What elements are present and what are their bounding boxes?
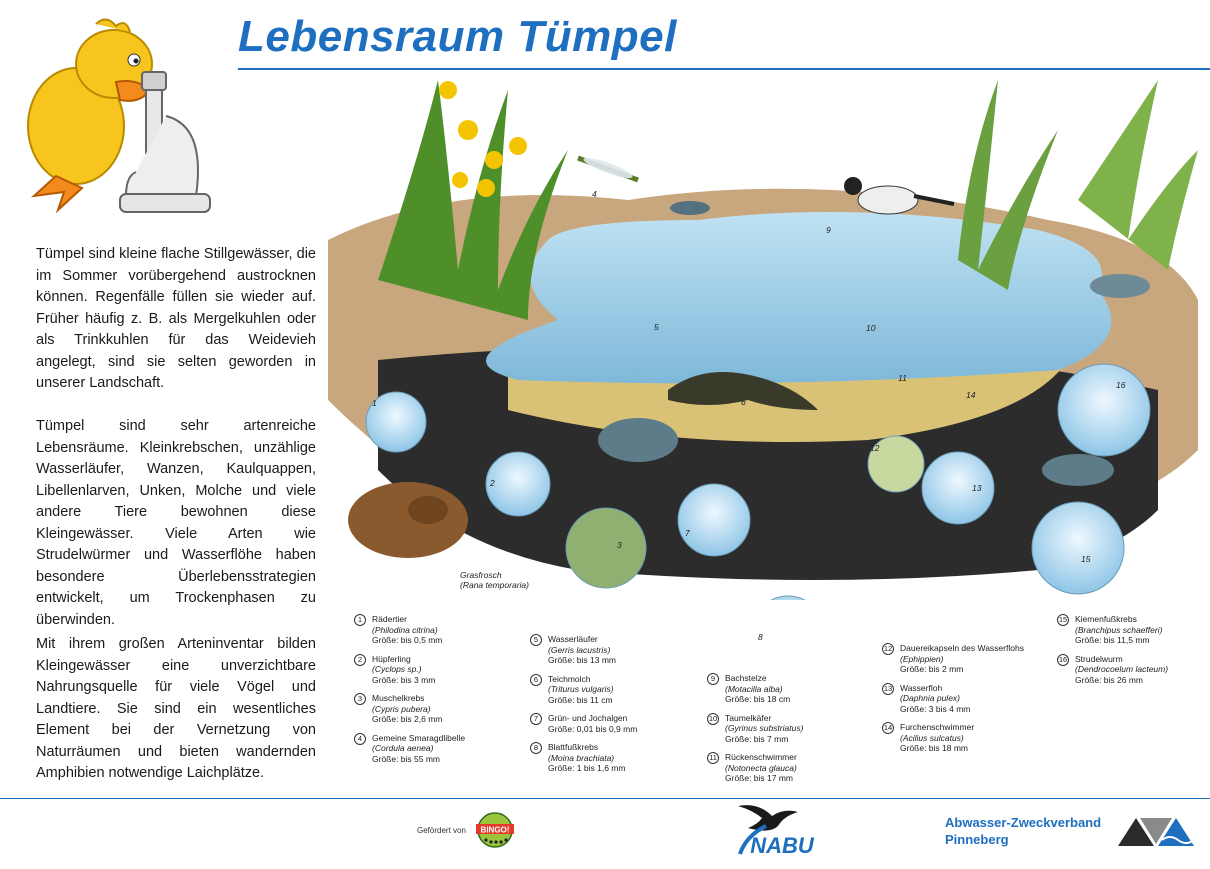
nabu-logo bbox=[728, 800, 820, 860]
scene-number-16: 16 bbox=[1116, 380, 1126, 390]
scene-number-7: 7 bbox=[685, 528, 690, 538]
frog-label bbox=[460, 570, 529, 590]
scene-number-15: 15 bbox=[1081, 554, 1091, 564]
azv-name bbox=[945, 814, 1101, 848]
legend-item-10: 10 Taumelkäfer (Gyrinus substriatus) Größe: bis 7 mm bbox=[708, 712, 804, 744]
legend-column-4 bbox=[882, 643, 1057, 754]
azv-logo bbox=[1116, 814, 1194, 848]
scene-number-13: 13 bbox=[972, 483, 982, 493]
footer-divider bbox=[0, 798, 1210, 799]
sponsor-label: Gefördert von bbox=[417, 826, 466, 835]
scene-number-6: 6 bbox=[741, 397, 746, 407]
azv-line-2: Pinneberg bbox=[945, 832, 1009, 847]
scene-number-2: 2 bbox=[490, 478, 495, 488]
legend-column-5 bbox=[1057, 614, 1207, 685]
scene-number-14: 14 bbox=[966, 390, 976, 400]
legend-item-16: 16 Strudelwurm (Dendrocoelum lacteum) Größe: bis 26 mm bbox=[1058, 653, 1169, 685]
legend-item-13: 13 Wasserfloh (Daphnia pulex) Größe: 3 bis 4 mm bbox=[883, 682, 971, 714]
azv-line-1: Abwasser-Zweckverband bbox=[945, 815, 1102, 830]
legend-item-4: 4 Gemeine Smaragdlibelle (Cordula aenea) Größe: bis 55 mm bbox=[354, 733, 524, 765]
page-title: Lebensraum Tümpel bbox=[238, 12, 677, 61]
frog-name: Grasfrosch bbox=[460, 570, 502, 580]
legend-item-2: 2 Hüpferling (Cyclops sp.) Größe: bis 3 mm bbox=[354, 654, 524, 686]
bingo-logo-text: BINGO! bbox=[480, 825, 510, 835]
pond-cross-section-illustration bbox=[318, 60, 1210, 600]
scene-number-8: 8 bbox=[758, 632, 763, 642]
scene-number-1: 1 bbox=[372, 398, 377, 408]
legend-item-9: 9 Bachstelze (Motacilla alba) Größe: bis 18 cm bbox=[707, 673, 877, 705]
scene-number-4: 4 bbox=[592, 189, 597, 199]
scene-number-9: 9 bbox=[826, 225, 831, 235]
legend-item-8: 8 Blattfußkrebs (Moina brachiata) Größe: 1 bis 1,6 mm bbox=[530, 742, 700, 774]
legend-item-3: 3 Muschelkrebs (Cypris pubera) Größe: bis 2,6 mm bbox=[354, 693, 524, 725]
bingo-logo bbox=[474, 812, 516, 850]
legend-item-5: 5 Wasserläufer (Gerris lacustris) Größe: bis 13 mm bbox=[530, 634, 700, 666]
legend-item-7: 7 Grün- und Jochalgen Größe: 0,01 bis 0,9 mm bbox=[530, 713, 700, 734]
legend-column-3 bbox=[707, 673, 877, 784]
species-paragraph: Tümpel sind sehr artenreiche Lebensräume. Kleinkrebschen, unzählige Wasserläufer, Wanzen, Kaulquappen, Libellenlarven, Unken, Molche und viele andere Tiere bewohnen diese Kleingewässer. Viele Arten wie Strudelwürmer und Wasserflöhe haben besondere Überlebensstrategien entwickelt, um Trockenphasen zu überwinden. bbox=[36, 418, 316, 628]
legend-item-6: 6 Teichmolch (Triturus vulgaris) Größe: bis 11 cm bbox=[530, 674, 700, 706]
legend-item-12: 12 Dauereikapseln des Wasserflohs (Ephippien) Größe: bis 2 mm bbox=[883, 643, 1024, 674]
frog-scientific: (Rana temporaria) bbox=[460, 580, 529, 590]
importance-paragraph: Mit ihrem großen Arteninventar bilden Kleingewässer eine unverzichtbare Nahrungsquelle für viele Vögel und Landtiere. Sie sind ein wesentliches Element bei der Vernetzung von Naturräumen und bieten wandernden Amphibien notwendige Laichplätze. bbox=[36, 636, 316, 781]
legend-item-1: 1 Rädertier (Philodina citrina) Größe: bis 0,5 mm bbox=[354, 614, 524, 646]
scene-number-11: 11 bbox=[898, 373, 907, 383]
legend-column-1 bbox=[354, 614, 524, 764]
legend-item-14: 14 Furchenschwimmer (Acilius sulcatus) Größe: bis 18 mm bbox=[883, 722, 975, 753]
legend-column-2 bbox=[530, 634, 700, 774]
nabu-logo-text: NABU bbox=[750, 833, 814, 858]
scene-number-12: 12 bbox=[870, 443, 880, 453]
scene-number-5: 5 bbox=[654, 322, 659, 332]
scene-number-10: 10 bbox=[866, 323, 876, 333]
legend-item-15: 15 Kiemenfußkrebs (Branchipus schaefferi) Größe: bis 11,5 mm bbox=[1058, 614, 1163, 645]
duck-microscope-illustration bbox=[16, 16, 216, 226]
legend-item-11: 11 Rückenschwimmer (Notonecta glauca) Größe: bis 17 mm bbox=[707, 752, 877, 784]
scene-number-3: 3 bbox=[617, 540, 622, 550]
intro-paragraph: Tümpel sind kleine flache Stillgewässer, die im Sommer vorübergehend austrocknen können. Regenfälle füllen sie wieder auf. Früher häufig z. B. als Mergelkuhlen oder als Trinkkuhlen für das Weidevieh angelegt, sind sie selten geworden in unserer Landschaft. bbox=[36, 246, 316, 391]
